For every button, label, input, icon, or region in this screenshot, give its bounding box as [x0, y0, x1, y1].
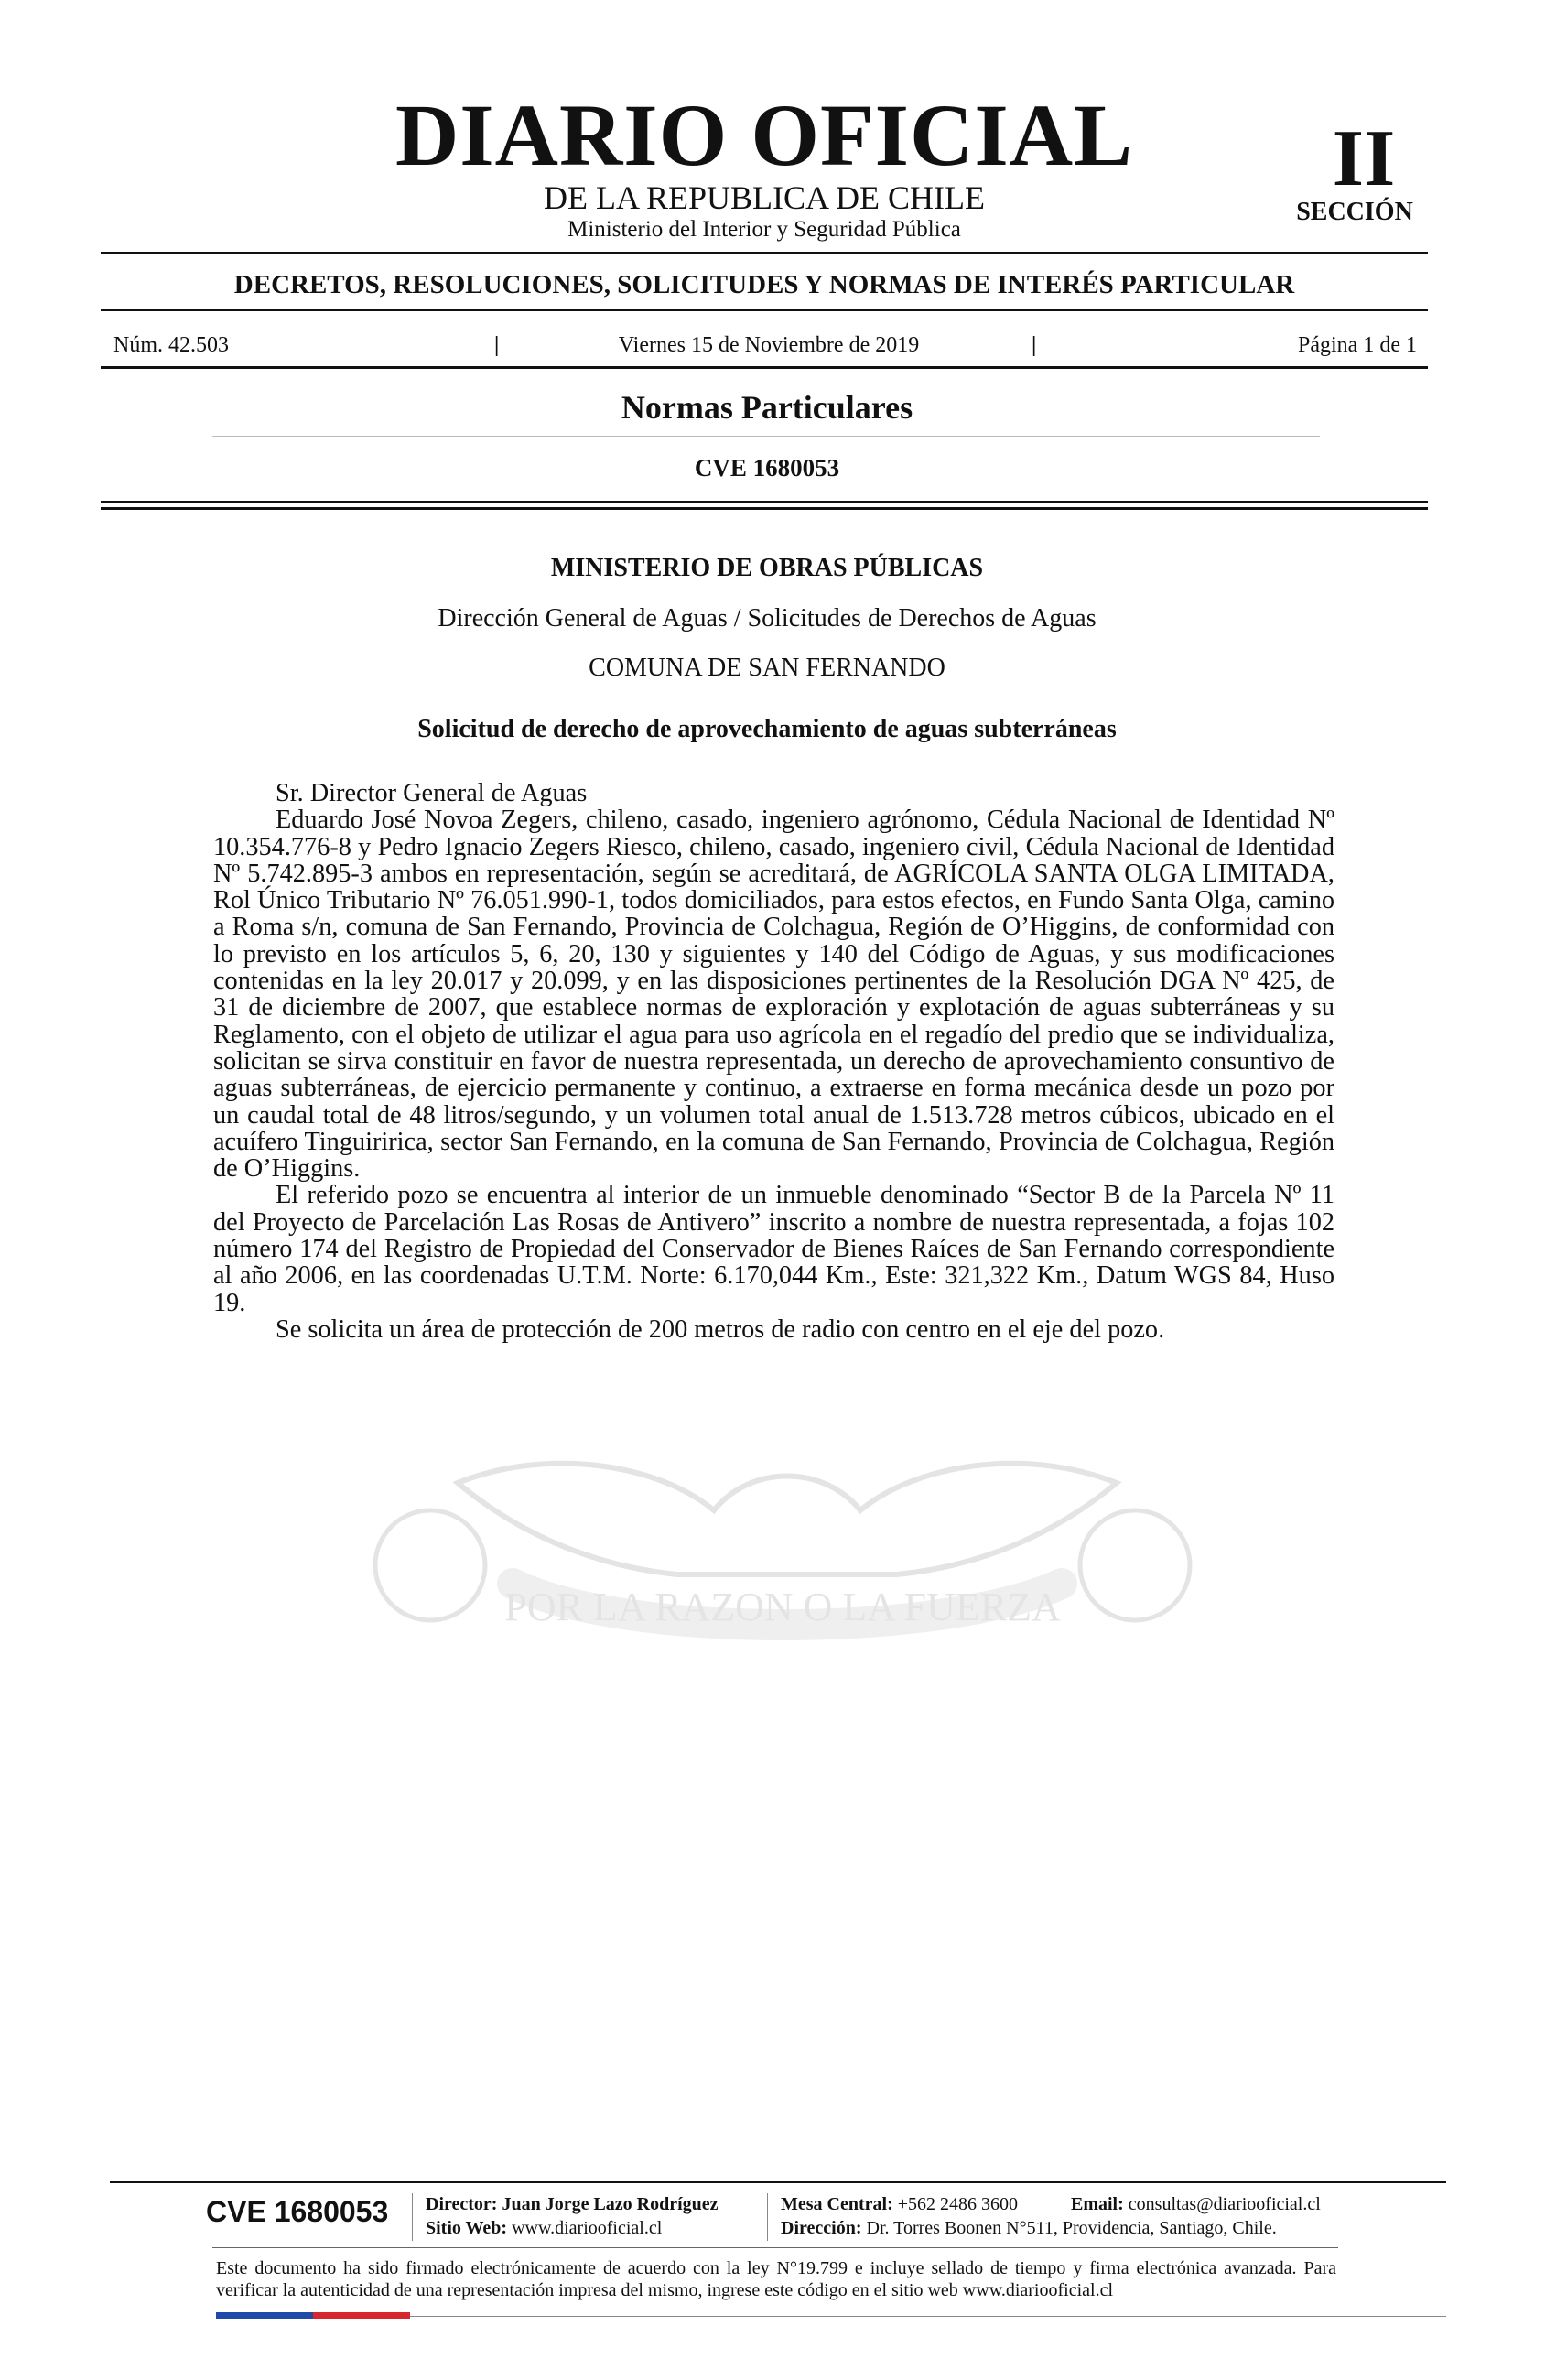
coat-of-arms-watermark-icon	[348, 1428, 1217, 1666]
footer-email-link[interactable]: consultas@diariooficial.cl	[1128, 2194, 1321, 2214]
footer-address-value: Dr. Torres Boonen N°511, Providencia, Santiago, Chile.	[866, 2218, 1277, 2238]
footer-legal-note: Este documento ha sido firmado electrónicamente de acuerdo con la ley N°19.799 e incluye sellado de tiempo y firma electrónica avanzada. Para verificar la autenticidad de una representación impresa del mismo, ingrese este código en el sitio web www.diariooficial.cl	[216, 2258, 1336, 2300]
flag-stripe-blue	[216, 2312, 313, 2319]
footer-director-label: Director:	[426, 2194, 498, 2214]
cve-rule-top	[101, 501, 1428, 503]
footer-email	[1071, 2195, 1321, 2213]
footer-site	[426, 2219, 662, 2237]
footer-phone-value: +562 2486 3600	[897, 2194, 1019, 2214]
request-subject: Solicitud de derecho de aprovechamiento de aguas subterráneas	[417, 715, 1117, 743]
request-letter	[213, 780, 1334, 1343]
footer-address-label: Dirección:	[781, 2218, 862, 2238]
issue-page: Página 1 de 1	[1298, 333, 1417, 357]
footer-director-name: Juan Jorge Lazo Rodríguez	[502, 2194, 719, 2214]
flag-stripe-red	[313, 2312, 410, 2319]
footer-rule	[110, 2181, 1446, 2183]
section-title-rule	[212, 436, 1320, 437]
masthead-ministry: Ministerio del Interior y Seguridad Pública	[567, 217, 961, 242]
issue-number: Núm. 42.503	[113, 333, 229, 357]
letter-paragraph: Eduardo José Novoa Zegers, chileno, casado, ingeniero agrónomo, Cédula Nacional de Identidad Nº 10.354.776-8 y Pedro Ignacio Zegers Riesco, chileno, casado, ingeniero civil, Cédula Nacional de Identidad Nº 5.742.895-3 ambos en representación, según se acreditará, de AGRÍCOLA SANTA OLGA LIMITADA, Rol Único Tributario Nº 76.051.990-1, todos domiciliados, para estos efectos, en Fundo Santa Olga, camino a Roma s/n, comuna de San Fernando, Provincia de Colchagua, Región de O’Higgins, de conformidad con lo previsto en los artículos 5, 6, 20, 130 y siguientes y 140 del Código de Aguas, y sus modificaciones contenidas en la ley 20.017 y 20.099, y en las disposiciones pertinentes de la Resolución DGA Nº 425, de 31 de diciembre de 2007, que establece normas de exploración y explotación de aguas subterráneas y su Reglamento, con el objeto de utilizar el agua para uso agrícola en el regadío del predio que se individualiza, solicitan se sirva constituir en favor de nuestra representada, un derecho de aprovechamiento consuntivo de aguas subterráneas, de ejercicio permanente y continuo, a extraerse en forma mecánica desde un pozo por un caudal total de 48 litros/segundo, y un volumen total anual de 1.513.728 metros cúbicos, ubicado en el acuífero Tinguiririca, sector San Fernando, en la comuna de San Fernando, Provincia de Colchagua, Región de O’Higgins.	[213, 806, 1334, 1184]
footer-phone-label: Mesa Central:	[781, 2194, 893, 2214]
footer-phone	[781, 2195, 1018, 2213]
footer-site-link[interactable]: www.diariooficial.cl	[512, 2218, 663, 2238]
issue-date: Viernes 15 de Noviembre de 2019	[618, 333, 920, 357]
letter-paragraph: El referido pozo se encuentra al interior de un inmueble denominado “Sector B de la Parcela Nº 11 del Proyecto de Parcelación Las Rosas de Antivero” inscrito a nombre de nuestra representada, a fojas 102 número 174 del Registro de Propiedad del Conservador de Bienes Raíces de San Fernando correspondiente al año 2006, en las coordenadas U.T.M. Norte: 6.170,044 Km., Este: 321,322 Km., Datum WGS 84, Huso 19.	[213, 1181, 1334, 1317]
footer-cve-code: CVE 1680053	[206, 2195, 389, 2228]
commune: COMUNA DE SAN FERNANDO	[589, 654, 945, 682]
section-number: II	[1332, 114, 1396, 203]
section-label: SECCIÓN	[1296, 198, 1413, 226]
salutation: Sr. Director General de Aguas	[276, 779, 588, 807]
flag-stripe-line	[410, 2316, 1446, 2317]
letter-paragraph: Se solicita un área de protección de 200 metros de radio con centro en el eje del pozo.	[276, 1314, 1165, 1344]
masthead-title: DIARIO OFICIAL	[394, 86, 1134, 184]
category-heading: DECRETOS, RESOLUCIONES, SOLICITUDES Y NORMAS DE INTERÉS PARTICULAR	[233, 270, 1295, 299]
footer-inner-rule	[212, 2247, 1338, 2248]
footer-address	[781, 2219, 1277, 2237]
cve-code: CVE 1680053	[694, 454, 840, 481]
category-rule	[101, 309, 1428, 311]
footer-divider	[412, 2193, 413, 2241]
footer-site-label: Sitio Web:	[426, 2218, 508, 2238]
issuing-direction: Dirección General de Aguas / Solicitudes de Derechos de Aguas	[438, 604, 1097, 633]
issue-separator: |	[494, 333, 500, 357]
masthead-subtitle: DE LA REPUBLICA DE CHILE	[544, 179, 985, 216]
masthead-rule	[101, 252, 1428, 254]
footer-email-label: Email:	[1071, 2194, 1124, 2214]
cve-rule-bottom	[101, 507, 1428, 510]
section-title: Normas Particulares	[621, 389, 913, 426]
footer-director	[426, 2195, 719, 2213]
footer-divider	[767, 2193, 768, 2241]
issue-rule	[101, 366, 1428, 369]
issuing-ministry: MINISTERIO DE OBRAS PÚBLICAS	[550, 554, 984, 582]
issue-separator: |	[1032, 333, 1037, 357]
watermark-motto: POR LA RAZON O LA FUERZA	[504, 1585, 1061, 1629]
